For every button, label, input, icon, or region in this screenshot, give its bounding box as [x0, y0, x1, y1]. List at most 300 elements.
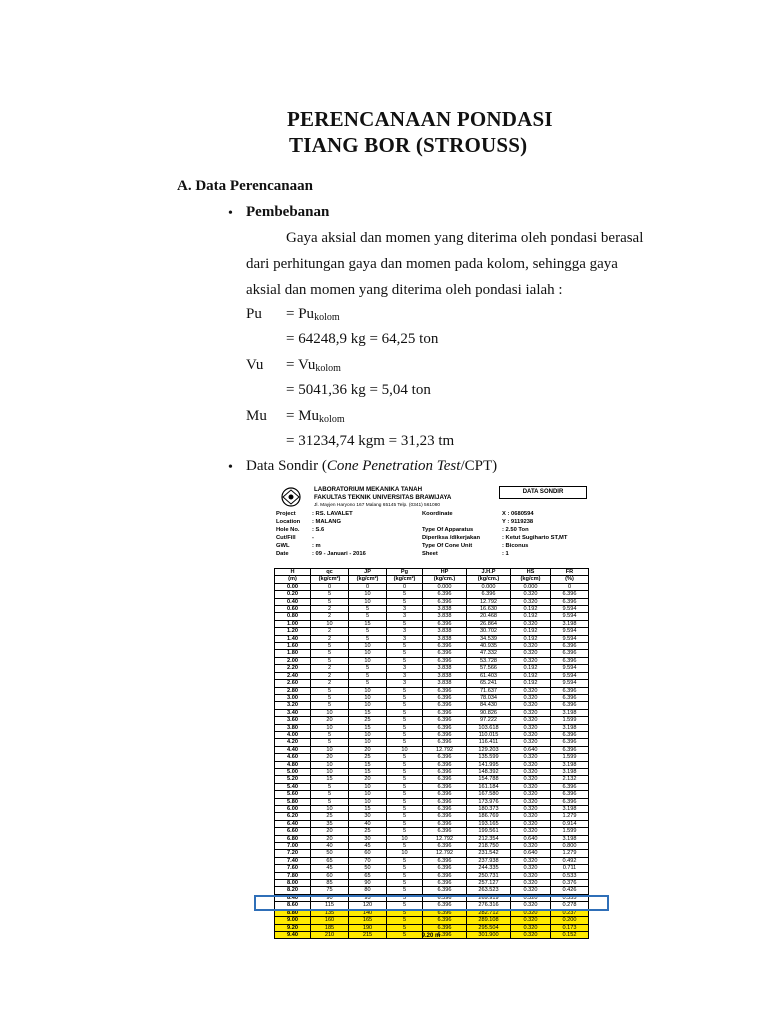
table-row: [275, 806, 589, 813]
table-cell: 0.320: [511, 791, 551, 798]
table-cell: 135.599: [467, 754, 511, 761]
table-cell: 60: [349, 850, 387, 857]
table-cell: 215: [349, 931, 387, 938]
table-cell: 6.396: [423, 709, 467, 716]
table-cell: 0.00: [275, 583, 311, 590]
table-cell: 0.000: [423, 583, 467, 590]
table-cell: 90.826: [467, 709, 511, 716]
table-cell: 10: [387, 746, 423, 753]
table-row: [275, 598, 589, 605]
table-cell: 5: [387, 806, 423, 813]
table-cell: 115: [311, 902, 349, 909]
table-cell: 10: [349, 694, 387, 701]
table-row: [275, 731, 589, 738]
table-cell: 6.396: [551, 702, 589, 709]
table-cell: 20: [311, 717, 349, 724]
table-cell: 6.396: [551, 798, 589, 805]
hole-value: : S.6: [312, 527, 325, 533]
table-cell: 90: [349, 880, 387, 887]
table-header-row: [275, 569, 589, 576]
table-cell: 5: [387, 857, 423, 864]
sondir-data-sheet: [274, 484, 588, 943]
table-cell: 15: [349, 768, 387, 775]
table-cell: 263.523: [467, 887, 511, 894]
table-cell: 6.396: [423, 843, 467, 850]
table-cell: 6.396: [423, 798, 467, 805]
table-cell: 289.108: [467, 917, 511, 924]
table-row: [275, 880, 589, 887]
table-cell: 1.00: [275, 620, 311, 627]
project-value: : RS. LAVALET: [312, 511, 353, 517]
table-cell: 0.320: [511, 828, 551, 835]
table-cell: 5: [387, 768, 423, 775]
table-cell: 6.396: [423, 694, 467, 701]
table-cell: 0.376: [551, 880, 589, 887]
table-cell: 5: [311, 687, 349, 694]
table-cell: 5: [387, 902, 423, 909]
table-cell: 7.60: [275, 865, 311, 872]
table-cell: 3.198: [551, 724, 589, 731]
table-cell: 9.594: [551, 680, 589, 687]
table-cell: 57.566: [467, 665, 511, 672]
table-cell: 3: [387, 635, 423, 642]
table-cell: 3: [387, 606, 423, 613]
table-cell: 60: [311, 872, 349, 879]
table-cell: 10: [349, 591, 387, 598]
table-cell: 7.00: [275, 843, 311, 850]
table-cell: 5: [387, 887, 423, 894]
table-cell: 3.198: [551, 761, 589, 768]
table-cell: 5: [387, 643, 423, 650]
table-cell: 6.396: [423, 620, 467, 627]
table-cell: 71.637: [467, 687, 511, 694]
table-cell: 0.426: [551, 887, 589, 894]
table-cell: 5: [387, 828, 423, 835]
table-cell: 3.198: [551, 806, 589, 813]
table-cell: 20: [311, 835, 349, 842]
table-cell: 6.396: [551, 657, 589, 664]
table-cell: 5: [387, 872, 423, 879]
table-row: [275, 717, 589, 724]
table-cell: 0.152: [551, 931, 589, 938]
table-header-cell: qc: [311, 569, 349, 576]
table-cell: 4.60: [275, 754, 311, 761]
table-cell: 35: [311, 820, 349, 827]
table-cell: 5: [387, 694, 423, 701]
sheet-header: [274, 484, 588, 569]
table-cell: 0.192: [511, 665, 551, 672]
table-cell: 6.396: [423, 768, 467, 775]
table-cell: 5: [387, 894, 423, 901]
table-row: [275, 843, 589, 850]
table-cell: 9.594: [551, 635, 589, 642]
table-cell: 3.838: [423, 606, 467, 613]
vu-label: Vu: [246, 357, 264, 373]
hole-label: Hole No.: [276, 527, 300, 533]
table-row: [275, 791, 589, 798]
table-cell: 0.640: [511, 835, 551, 842]
table-cell: 1.279: [551, 850, 589, 857]
table-cell: 50: [349, 865, 387, 872]
table-cell: 0.192: [511, 606, 551, 613]
table-cell: 5: [387, 865, 423, 872]
table-cell: 0.20: [275, 591, 311, 598]
table-cell: 5: [387, 776, 423, 783]
gwl-value: : m: [312, 543, 321, 549]
table-cell: 0.320: [511, 872, 551, 879]
table-cell: 12.792: [423, 835, 467, 842]
table-cell: 5: [387, 924, 423, 931]
table-cell: 2.60: [275, 680, 311, 687]
table-cell: 84.430: [467, 702, 511, 709]
mu-value: = 31234,74 kgm = 31,23 tm: [286, 433, 455, 449]
table-header-cell: FR: [551, 569, 589, 576]
table-cell: 0.320: [511, 694, 551, 701]
table-unit-cell: (kg/cm²): [311, 576, 349, 583]
cutfill-value: -: [312, 535, 314, 541]
table-row: [275, 643, 589, 650]
table-cell: 15: [349, 761, 387, 768]
table-row: [275, 872, 589, 879]
table-cell: 5: [387, 598, 423, 605]
table-cell: 5: [387, 843, 423, 850]
table-cell: 6.396: [423, 857, 467, 864]
table-cell: 0.320: [511, 620, 551, 627]
table-cell: 25: [311, 813, 349, 820]
table-cell: 2: [311, 672, 349, 679]
table-cell: 2.40: [275, 672, 311, 679]
table-cell: 6.396: [423, 917, 467, 924]
table-cell: 5: [311, 598, 349, 605]
table-cell: 2.80: [275, 687, 311, 694]
table-cell: 7.20: [275, 850, 311, 857]
table-cell: 0.640: [511, 850, 551, 857]
table-cell: 257.127: [467, 880, 511, 887]
table-cell: 6.00: [275, 806, 311, 813]
table-cell: 0.320: [511, 798, 551, 805]
lab-address: Jl. Mayjen Haryono 167 Malang 65145 Telp. (0341) 561080: [314, 503, 441, 508]
table-cell: 3: [387, 680, 423, 687]
table-cell: 12.792: [423, 850, 467, 857]
table-cell: 0.320: [511, 717, 551, 724]
table-cell: 3.838: [423, 680, 467, 687]
table-cell: 6.60: [275, 828, 311, 835]
table-cell: 0.320: [511, 598, 551, 605]
table-unit-cell: (m): [275, 576, 311, 583]
table-cell: 0.320: [511, 902, 551, 909]
table-cell: 30.702: [467, 628, 511, 635]
faculty-name: FAKULTAS TEKNIK UNIVERSITAS BRAWIJAYA: [314, 494, 452, 501]
table-cell: 10: [349, 791, 387, 798]
table-cell: 6.396: [423, 894, 467, 901]
table-cell: 276.316: [467, 902, 511, 909]
table-cell: 2.00: [275, 657, 311, 664]
title-line-1: PERENCANAAN PONDASI: [287, 107, 553, 131]
table-cell: 1.20: [275, 628, 311, 635]
table-cell: 103.618: [467, 724, 511, 731]
table-cell: 154.788: [467, 776, 511, 783]
table-cell: 0.320: [511, 931, 551, 938]
table-row: [275, 672, 589, 679]
table-cell: 0.914: [551, 820, 589, 827]
table-cell: 1.599: [551, 754, 589, 761]
table-cell: 161.184: [467, 783, 511, 790]
table-cell: 6.396: [551, 643, 589, 650]
table-cell: 10: [349, 657, 387, 664]
table-cell: 6.396: [423, 931, 467, 938]
lab-name: LABORATORIUM MEKANIKA TANAH: [314, 486, 423, 493]
table-cell: 0.000: [511, 583, 551, 590]
table-header-cell: HP: [423, 569, 467, 576]
table-row: [275, 591, 589, 598]
table-row: [275, 813, 589, 820]
table-cell: 3.00: [275, 694, 311, 701]
table-cell: 10: [311, 620, 349, 627]
table-header-cell: J.H.P: [467, 569, 511, 576]
table-cell: 7.40: [275, 857, 311, 864]
table-cell: 3.60: [275, 717, 311, 724]
table-cell: 40: [311, 843, 349, 850]
table-cell: 75: [311, 887, 349, 894]
checked-label: Diperiksa /dikerjakan: [422, 535, 481, 541]
table-cell: 9.594: [551, 606, 589, 613]
table-cell: 10: [349, 798, 387, 805]
table-cell: 0.320: [511, 783, 551, 790]
table-cell: 0.320: [511, 917, 551, 924]
table-cell: 6.396: [423, 909, 467, 916]
table-cell: 0.800: [551, 843, 589, 850]
table-cell: 25: [349, 754, 387, 761]
table-cell: 5: [387, 761, 423, 768]
table-cell: 6.396: [423, 731, 467, 738]
table-cell: 0.200: [551, 917, 589, 924]
table-row: [275, 828, 589, 835]
table-cell: 0.000: [467, 583, 511, 590]
table-row: [275, 783, 589, 790]
table-cell: 5: [311, 657, 349, 664]
table-cell: 0.320: [511, 887, 551, 894]
table-cell: 5: [311, 783, 349, 790]
table-cell: 212.354: [467, 835, 511, 842]
table-cell: 5: [311, 702, 349, 709]
table-cell: 6.396: [423, 776, 467, 783]
table-cell: 6.396: [423, 872, 467, 879]
table-cell: 0: [349, 583, 387, 590]
table-row: [275, 820, 589, 827]
table-row: [275, 850, 589, 857]
table-cell: 190: [349, 924, 387, 931]
table-cell: 6.396: [423, 880, 467, 887]
highlight-box: [254, 895, 609, 911]
table-header-cell: HS: [511, 569, 551, 576]
table-cell: 6.396: [423, 724, 467, 731]
table-cell: 8.40: [275, 894, 311, 901]
date-value: : 09 - Januari - 2016: [312, 551, 366, 557]
table-cell: 231.542: [467, 850, 511, 857]
table-row: [275, 739, 589, 746]
title-line-2: TIANG BOR (STROUSS): [289, 133, 528, 157]
table-row: [275, 613, 589, 620]
table-cell: 10: [349, 687, 387, 694]
table-cell: 5: [387, 657, 423, 664]
table-cell: 0.320: [511, 909, 551, 916]
location-label: Location: [276, 519, 301, 525]
bullet-data-sondir: Data Sondir (Cone Penetration Test/CPT): [246, 458, 498, 474]
koordinate-y: Y : 9119238: [502, 519, 534, 525]
table-cell: 0.320: [511, 894, 551, 901]
table-cell: 3: [387, 613, 423, 620]
table-cell: 5: [311, 791, 349, 798]
table-cell: 2.132: [551, 776, 589, 783]
gwl-label: GWL: [276, 543, 290, 549]
table-row: [275, 917, 589, 924]
table-cell: 0.320: [511, 702, 551, 709]
table-cell: 6.396: [423, 591, 467, 598]
table-cell: 250.731: [467, 872, 511, 879]
table-cell: 6.40: [275, 820, 311, 827]
table-cell: 5: [387, 620, 423, 627]
table-cell: 9.20: [275, 924, 311, 931]
table-cell: 5: [387, 909, 423, 916]
table-cell: 3.40: [275, 709, 311, 716]
table-cell: 0.278: [551, 902, 589, 909]
table-cell: 10: [349, 739, 387, 746]
table-row: [275, 657, 589, 664]
table-cell: 5: [387, 687, 423, 694]
table-cell: 6.396: [423, 643, 467, 650]
table-cell: 15: [311, 776, 349, 783]
table-cell: 5.40: [275, 783, 311, 790]
table-cell: 2: [311, 680, 349, 687]
paragraph-line-2: dari perhitungan gaya dan momen pada kolom, sehingga gaya: [246, 256, 618, 272]
table-cell: 30: [349, 835, 387, 842]
table-cell: 47.332: [467, 650, 511, 657]
table-cell: 15: [349, 806, 387, 813]
table-cell: 0.192: [511, 628, 551, 635]
vu-value: = 5041,36 kg = 5,04 ton: [286, 382, 431, 398]
table-cell: 0.320: [511, 687, 551, 694]
table-row: [275, 709, 589, 716]
sheet-label: Sheet: [422, 551, 438, 557]
table-cell: 0: [551, 583, 589, 590]
table-cell: 10: [311, 724, 349, 731]
apparatus-value: : 2.50 Ton: [502, 527, 529, 533]
table-cell: 5: [349, 628, 387, 635]
table-cell: 2.20: [275, 665, 311, 672]
table-cell: 8.80: [275, 909, 311, 916]
table-header-cell: Pg: [387, 569, 423, 576]
table-cell: 0.320: [511, 650, 551, 657]
table-cell: 165: [349, 917, 387, 924]
table-cell: 10: [349, 783, 387, 790]
table-row: [275, 761, 589, 768]
table-cell: 1.279: [551, 813, 589, 820]
table-cell: 0.320: [511, 806, 551, 813]
university-logo-icon: [277, 486, 305, 508]
table-cell: 6.396: [423, 806, 467, 813]
table-cell: 3.198: [551, 709, 589, 716]
table-cell: 269.919: [467, 894, 511, 901]
table-cell: 65: [311, 857, 349, 864]
table-cell: 45: [311, 865, 349, 872]
cone-value: : Biconus: [502, 543, 529, 549]
table-header-cell: JP: [349, 569, 387, 576]
table-cell: 6.396: [423, 687, 467, 694]
table-cell: 6.396: [423, 657, 467, 664]
table-cell: 6.396: [423, 761, 467, 768]
table-cell: 6.20: [275, 813, 311, 820]
table-cell: 0.173: [551, 924, 589, 931]
table-cell: 0.320: [511, 739, 551, 746]
table-cell: 5.80: [275, 798, 311, 805]
table-cell: 0.40: [275, 598, 311, 605]
table-cell: 5: [387, 591, 423, 598]
table-cell: 6.396: [467, 591, 511, 598]
table-cell: 193.165: [467, 820, 511, 827]
table-cell: 9.594: [551, 628, 589, 635]
table-cell: 0.355: [551, 894, 589, 901]
table-cell: 6.396: [423, 791, 467, 798]
table-cell: 6.396: [423, 820, 467, 827]
table-cell: 5: [387, 717, 423, 724]
table-cell: 5: [349, 613, 387, 620]
table-cell: 1.599: [551, 717, 589, 724]
table-cell: 141.995: [467, 761, 511, 768]
paragraph-line-1: Gaya aksial dan momen yang diterima oleh pondasi berasal: [286, 230, 644, 246]
table-cell: 4.40: [275, 746, 311, 753]
table-cell: 15: [349, 724, 387, 731]
table-cell: 16.630: [467, 606, 511, 613]
table-cell: 5: [387, 739, 423, 746]
table-row: [275, 606, 589, 613]
table-cell: 6.396: [551, 687, 589, 694]
table-cell: 20: [349, 746, 387, 753]
table-header-cell: H: [275, 569, 311, 576]
table-row: [275, 857, 589, 864]
table-row: [275, 776, 589, 783]
table-cell: 34.539: [467, 635, 511, 642]
table-cell: 30: [349, 813, 387, 820]
table-cell: 9.00: [275, 917, 311, 924]
data-sondir-box: DATA SONDIR: [499, 486, 587, 499]
table-cell: 6.396: [423, 598, 467, 605]
bullet-pembebanan: Pembebanan: [246, 204, 330, 220]
table-cell: 110.015: [467, 731, 511, 738]
table-cell: 0.320: [511, 754, 551, 761]
table-cell: 6.396: [423, 924, 467, 931]
table-cell: 97.222: [467, 717, 511, 724]
table-cell: 5: [387, 702, 423, 709]
table-cell: 10: [311, 746, 349, 753]
table-cell: 210: [311, 931, 349, 938]
table-cell: 10: [311, 709, 349, 716]
table-cell: 6.396: [423, 813, 467, 820]
table-cell: 0.533: [551, 872, 589, 879]
table-cell: 95: [349, 894, 387, 901]
table-cell: 10: [349, 731, 387, 738]
table-cell: 5: [387, 731, 423, 738]
table-row: [275, 702, 589, 709]
table-cell: 5: [387, 931, 423, 938]
koordinate-label: Koordinate: [422, 511, 453, 517]
table-cell: 40: [349, 820, 387, 827]
table-cell: 6.396: [423, 783, 467, 790]
table-row: [275, 754, 589, 761]
table-cell: 186.769: [467, 813, 511, 820]
table-cell: 0.320: [511, 768, 551, 775]
table-cell: 15: [349, 620, 387, 627]
table-cell: 6.396: [551, 731, 589, 738]
